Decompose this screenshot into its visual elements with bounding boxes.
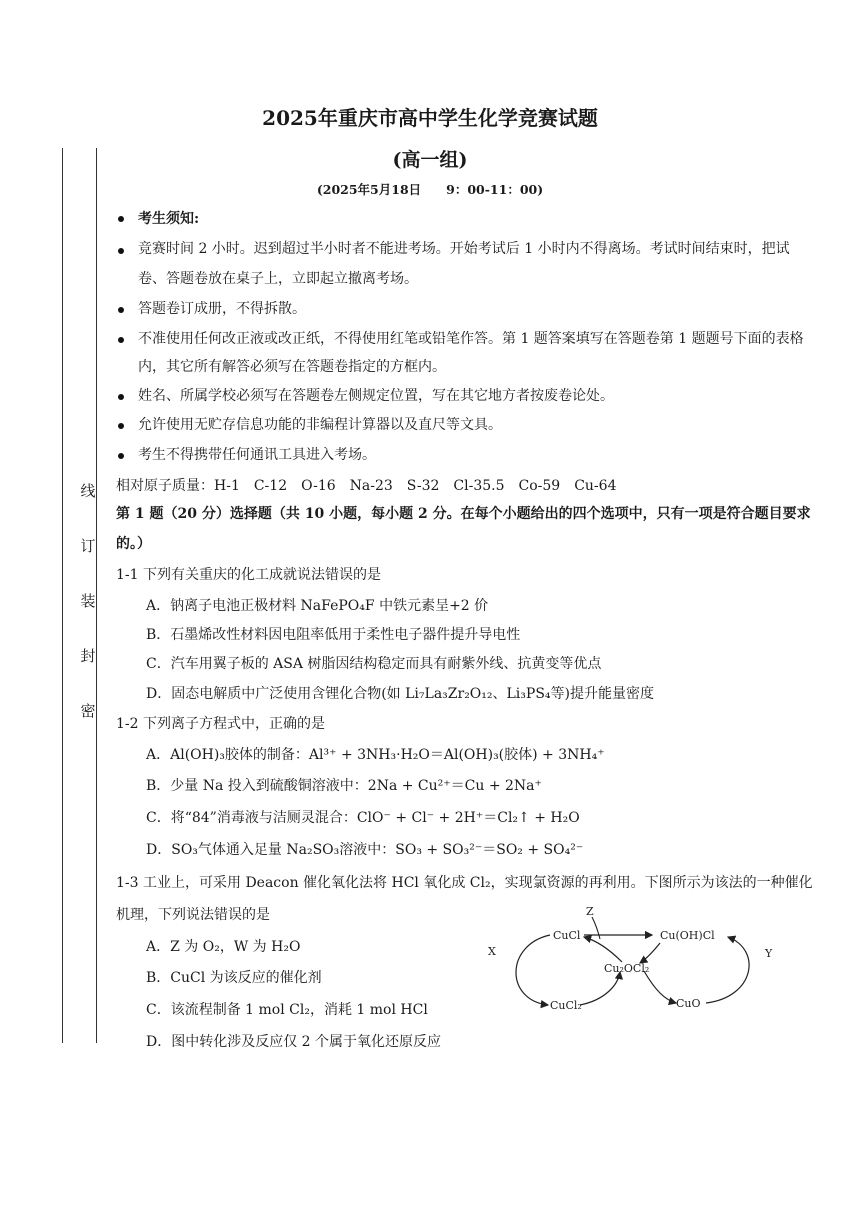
binding-char-mi: 密 <box>80 702 96 720</box>
cycle-arrow <box>640 943 660 963</box>
notice-item-4: 姓名、所属学校必须写在答题卷左侧规定位置，写在其它地方者按废卷论处。 <box>138 388 614 404</box>
question-1-3-option-a: A．Z 为 O₂，W 为 H₂O <box>146 939 301 955</box>
diagram-label-cucl2: CuCl₂ <box>550 999 582 1012</box>
inlet-arrow <box>592 917 600 939</box>
question-1-2-stem: 1-2 下列离子方程式中，正确的是 <box>116 716 325 732</box>
question-1-2-option-b: B．少量 Na 投入到硫酸铜溶液中：2Na + Cu²⁺＝Cu + 2Na⁺ <box>146 778 542 794</box>
notice-bullet <box>118 423 124 429</box>
section1-heading-line1: 第 1 题（20 分）选择题（共 10 小题，每小题 2 分。在每个小题给出的四个选项中，只有一项是符合题目要求 <box>116 506 811 522</box>
exam-time: (2025年5月18日 9：00-11：00) <box>316 182 544 197</box>
question-1-1-option-b: B．石墨烯改性材料因电阻率低用于柔性电子器件提升导电性 <box>146 627 521 643</box>
cycle-arrow <box>580 972 620 1005</box>
notice-item-2: 答题卷订成册，不得拆散。 <box>138 301 306 317</box>
question-1-1-option-a: A．钠离子电池正极材料 NaFePO₄F 中铁元素呈+2 价 <box>146 598 489 614</box>
diagram-label-cucl: CuCl <box>553 929 581 942</box>
diagram-label-z: Z <box>586 905 594 918</box>
notice-item-3-line2: 内，其它所有解答必须写在答题卷指定的方框内。 <box>138 359 446 375</box>
binding-char-zhuang: 装 <box>80 592 96 610</box>
cycle-arrow <box>516 935 550 1005</box>
diagram-label-cuo: CuO <box>676 997 701 1010</box>
notice-bullet <box>118 248 124 254</box>
cycle-arrow <box>706 937 749 1003</box>
diagram-label-cuohcl: Cu(OH)Cl <box>660 929 715 942</box>
notice-item-3-line1: 不准使用任何改正液或改正纸，不得使用红笔或铅笔作答。第 1 题答案填写在答题卷第 1 题题号下面的表格 <box>138 331 804 347</box>
atomic-masses: 相对原子质量：H-1 C-12 O-16 Na-23 S-32 Cl-35.5 Co-59 Cu-64 <box>116 478 617 494</box>
notice-item-1-line2: 卷、答题卷放在桌子上，立即起立撤离考场。 <box>138 271 418 287</box>
notice-bullet <box>118 337 124 343</box>
cycle-arrow <box>584 937 622 962</box>
binding-char-feng: 封 <box>80 647 96 665</box>
deacon-mechanism-diagram <box>480 905 800 1035</box>
binding-char-ding: 订 <box>80 537 96 555</box>
notice-heading-bullet <box>118 216 124 222</box>
diagram-label-cu2ocl2: Cu₂OCl₂ <box>604 962 650 975</box>
question-1-2-option-d: D．SO₃气体通入足量 Na₂SO₃溶液中：SO₃ + SO₃²⁻＝SO₂ + SO₄²⁻ <box>146 842 584 858</box>
section1-heading-line2: 的。） <box>116 536 151 552</box>
diagram-label-x: X <box>488 945 496 958</box>
question-1-3-stem-line2: 机理，下列说法错误的是 <box>116 907 270 923</box>
binding-line-outer <box>62 148 63 1043</box>
question-1-1-option-c: C．汽车用翼子板的 ASA 树脂因结构稳定而具有耐紫外线、抗黄变等优点 <box>146 656 602 672</box>
notice-bullet <box>118 453 124 459</box>
notice-heading: 考生须知: <box>138 211 200 227</box>
question-1-2-option-c: C．将“84”消毒液与洁厕灵混合：ClO⁻ + Cl⁻ + 2H⁺＝Cl₂↑ + H₂O <box>146 810 580 826</box>
cycle-arrow <box>644 971 676 1003</box>
notice-bullet <box>118 394 124 400</box>
notice-item-5: 允许使用无贮存信息功能的非编程计算器以及直尺等文具。 <box>138 417 502 433</box>
question-1-3-option-d: D．图中转化涉及反应仅 2 个属于氧化还原反应 <box>146 1034 442 1050</box>
exam-group: (高一组) <box>392 149 468 171</box>
question-1-1-option-d: D．固态电解质中广泛使用含锂化合物(如 Li₇La₃Zr₂O₁₂、Li₃PS₄等)提升能量密度 <box>146 686 654 702</box>
notice-item-1-line1: 竞赛时间 2 小时。迟到超过半小时者不能进考场。开始考试后 1 小时内不得离场。考试时间结束时，把试 <box>138 241 790 257</box>
question-1-3-option-b: B．CuCl 为该反应的催化剂 <box>146 970 322 986</box>
question-1-3-option-c: C．该流程制备 1 mol Cl₂，消耗 1 mol HCl <box>146 1002 428 1018</box>
question-1-3-stem-line1: 1-3 工业上，可采用 Deacon 催化氧化法将 HCl 氧化成 Cl₂，实现氯资源的再利用。下图所示为该法的一种催化 <box>116 875 813 891</box>
question-1-2-option-a: A．Al(OH)₃胶体的制备：Al³⁺ + 3NH₃·H₂O＝Al(OH)₃(胶体) + 3NH₄⁺ <box>146 747 605 763</box>
question-1-1-stem: 1-1 下列有关重庆的化工成就说法错误的是 <box>116 567 381 583</box>
binding-char-xian: 线 <box>80 482 96 500</box>
exam-title: 2025年重庆市高中学生化学竞赛试题 <box>262 106 598 130</box>
notice-item-6: 考生不得携带任何通讯工具进入考场。 <box>138 447 376 463</box>
diagram-label-y: Y <box>765 947 773 960</box>
notice-bullet <box>118 307 124 313</box>
